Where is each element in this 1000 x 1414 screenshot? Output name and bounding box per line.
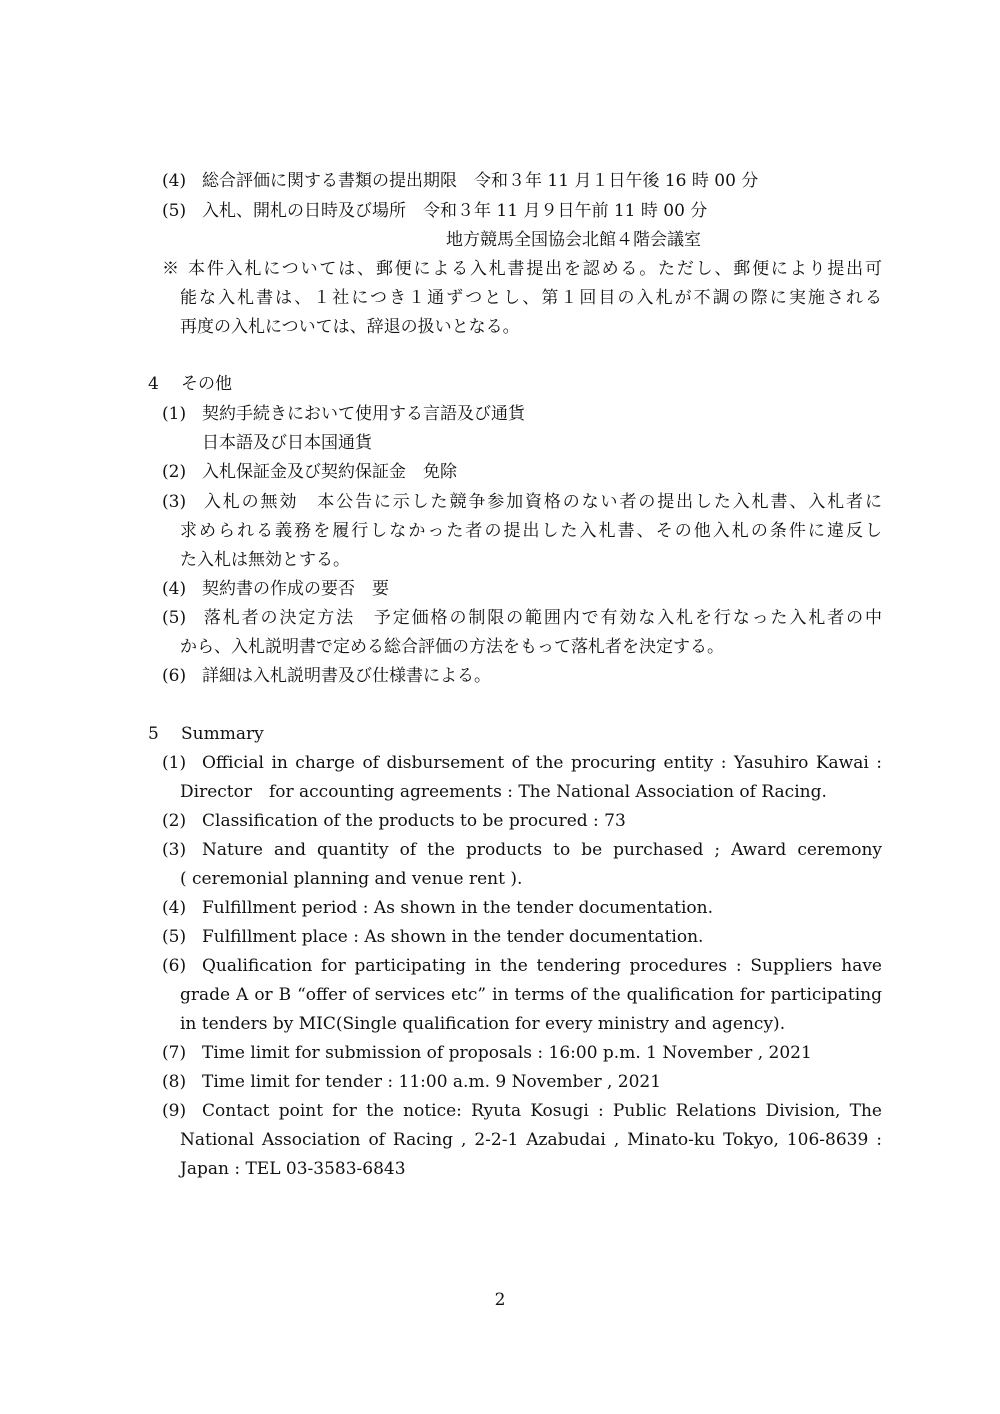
item-4-6 <box>162 662 491 691</box>
item-4-1-sub: 日本語及び日本国通貨 <box>202 433 372 453</box>
section-5-heading <box>148 720 264 749</box>
summary-6-line-1 <box>162 952 882 981</box>
item-number: (6) <box>162 956 187 976</box>
item-number: (6) <box>162 666 187 686</box>
item-number: (5) <box>162 608 187 628</box>
item-text: 契約書の作成の要否 要 <box>202 579 389 599</box>
item-number: (4) <box>162 171 187 191</box>
section-number: 4 <box>148 374 159 394</box>
summary-3-line-2: ( ceremonial planning and venue rent ). <box>180 869 523 889</box>
summary-3-line-1 <box>162 836 882 865</box>
summary-6-line-2: grade A or B “offer of services etc” in terms of the qualification for participating <box>180 985 882 1005</box>
summary-1-line-1 <box>162 749 882 778</box>
section-title: その他 <box>181 374 232 394</box>
item-number: (2) <box>162 811 187 831</box>
item-text: Qualification for participating in the tendering procedures : Suppliers have <box>202 956 882 976</box>
item-3-4 <box>162 167 758 196</box>
summary-9-line-3: Japan : TEL 03-3583-6843 <box>180 1159 406 1179</box>
item-text: Contact point for the notice: Ryuta Kosugi : Public Relations Division, The <box>202 1101 882 1121</box>
item-text: Nature and quantity of the products to be purchased ; Award ceremony <box>202 840 882 860</box>
note-line-1: ※ 本件入札については、郵便による入札書提出を認める。ただし、郵便により提出可 <box>162 259 882 279</box>
item-4-5-line-1 <box>162 604 882 633</box>
note-line-3: 再度の入札については、辞退の扱いとなる。 <box>180 317 520 337</box>
item-number: (4) <box>162 579 187 599</box>
item-number: (7) <box>162 1043 187 1063</box>
summary-9-line-2: National Association of Racing , 2-2-1 Azabudai , Minato-ku Tokyo, 106-8639 : <box>180 1130 882 1150</box>
summary-7 <box>162 1039 812 1068</box>
item-4-2 <box>162 458 457 487</box>
item-text: Time limit for submission of proposals : 16:00 p.m. 1 November , 2021 <box>202 1043 812 1063</box>
item-text: Fulfillment period : As shown in the tender documentation. <box>202 898 714 918</box>
item-number: (5) <box>162 201 187 221</box>
item-4-3-line-1 <box>162 488 882 517</box>
item-text: 詳細は入札説明書及び仕様書による。 <box>202 666 491 686</box>
item-text: Official in charge of disbursement of the procuring entity : Yasuhiro Kawai : <box>202 753 882 773</box>
summary-6-line-3: in tenders by MIC(Single qualification for every ministry and agency). <box>180 1014 786 1034</box>
item-text: 入札の無効 本公告に示した競争参加資格のない者の提出した入札書、入札者に <box>202 492 882 512</box>
item-3-5 <box>162 197 707 226</box>
item-number: (3) <box>162 492 187 512</box>
summary-9-line-1 <box>162 1097 882 1126</box>
item-text: Fulfillment place : As shown in the tender documentation. <box>202 927 704 947</box>
summary-5 <box>162 923 703 952</box>
item-4-3-line-3: た入札は無効とする。 <box>180 550 350 570</box>
item-4-1 <box>162 400 525 429</box>
item-text: Classification of the products to be procured : 73 <box>202 811 626 831</box>
summary-8 <box>162 1068 661 1097</box>
item-number: (9) <box>162 1101 187 1121</box>
summary-2 <box>162 807 626 836</box>
summary-1-line-2: Director for accounting agreements : The National Association of Racing. <box>180 782 827 802</box>
item-4-3-line-2: 求められる義務を履行しなかった者の提出した入札書、その他入札の条件に違反し <box>180 521 882 541</box>
item-number: (1) <box>162 753 187 773</box>
item-number: (4) <box>162 898 187 918</box>
item-text: 総合評価に関する書類の提出期限 令和３年 11 月１日午後 16 時 00 分 <box>202 171 759 191</box>
item-4-4 <box>162 575 389 604</box>
section-4-heading <box>148 370 232 399</box>
item-text: Time limit for tender : 11:00 a.m. 9 November , 2021 <box>202 1072 662 1092</box>
item-number: (2) <box>162 462 187 482</box>
item-number: (5) <box>162 927 187 947</box>
note-line-2: 能な入札書は、１社につき１通ずつとし、第１回目の入札が不調の際に実施される <box>180 288 882 308</box>
summary-4 <box>162 894 713 923</box>
item-number: (8) <box>162 1072 187 1092</box>
item-3-5-place: 地方競馬全国協会北館４階会議室 <box>446 230 701 250</box>
page-number: 2 <box>494 1290 506 1310</box>
section-title: Summary <box>181 724 264 744</box>
item-text: 入札保証金及び契約保証金 免除 <box>202 462 457 482</box>
item-text: 落札者の決定方法 予定価格の制限の範囲内で有効な入札を行なった入札者の中 <box>202 608 882 628</box>
item-text: 入札、開札の日時及び場所 令和３年 11 月９日午前 11 時 00 分 <box>202 201 708 221</box>
item-4-5-line-2: から、入札説明書で定める総合評価の方法をもって落札者を決定する。 <box>180 637 724 657</box>
item-text: 契約手続きにおいて使用する言語及び通貨 <box>202 404 525 424</box>
item-number: (1) <box>162 404 187 424</box>
item-number: (3) <box>162 840 187 860</box>
section-number: 5 <box>148 724 159 744</box>
